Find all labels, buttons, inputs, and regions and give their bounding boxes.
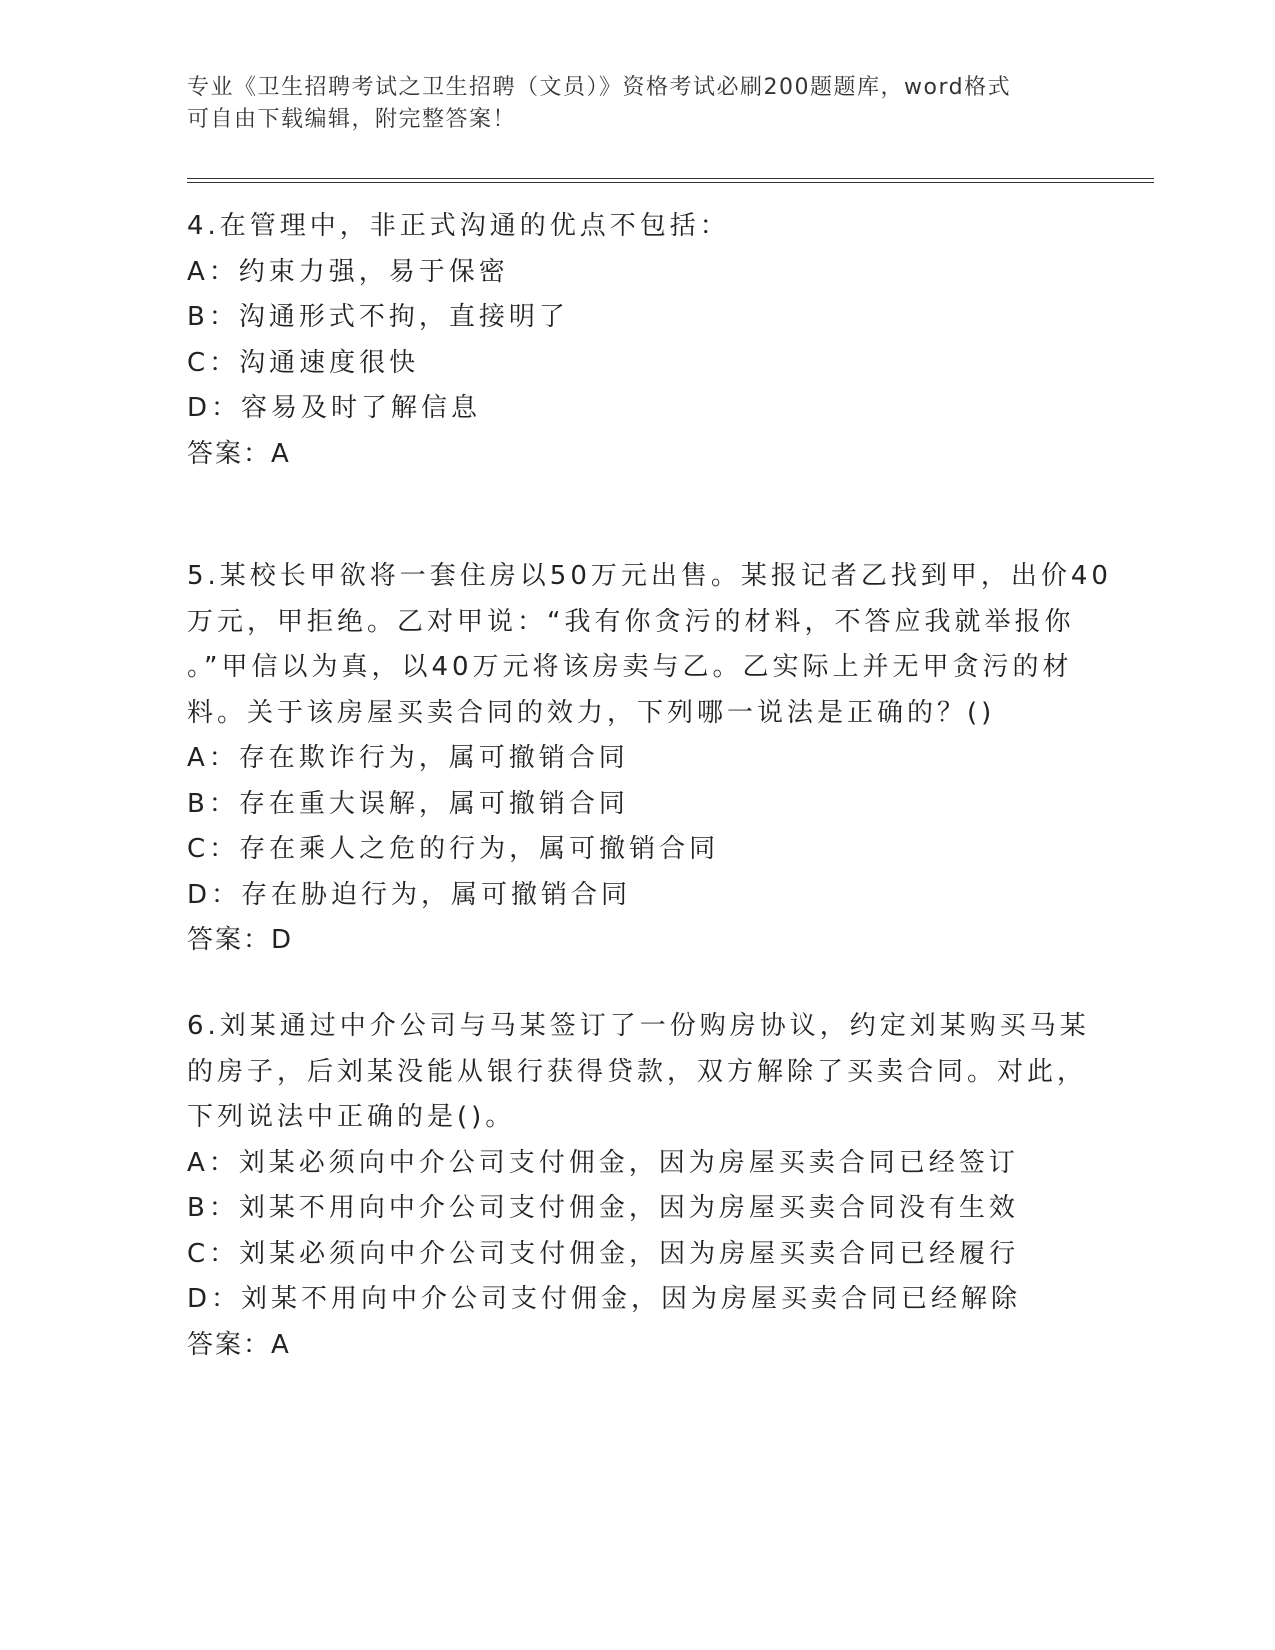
option-d: D：容易及时了解信息 [187,393,482,423]
question-text: 6.刘某通过中介公司与马某签订了一份购房协议，约定刘某购买马某 [187,1011,1090,1041]
option-b: B：刘某不用向中介公司支付佣金，因为房屋买卖合同没有生效 [187,1193,1019,1223]
option-d: D：存在胁迫行为，属可撤销合同 [187,879,632,910]
question-text: 下列说法中正确的是()。 [187,1102,516,1132]
header-divider-bottom [187,182,1154,183]
option-a: A：存在欺诈行为，属可撤销合同 [187,743,629,773]
document-header [187,72,1087,136]
option-a: A：约束力强，易于保密 [187,256,509,287]
option-c: C：存在乘人之危的行为，属可撤销合同 [187,834,720,864]
answer: 答案：A [187,438,291,469]
option-d: D：刘某不用向中介公司支付佣金，因为房屋买卖合同已经解除 [187,1284,1022,1314]
question-text: 料。关于该房屋买卖合同的效力，下列哪一说法是正确的？() [187,697,996,728]
option-b: B：存在重大误解，属可撤销合同 [187,788,629,819]
header-divider-top [187,178,1154,179]
answer: 答案：D [187,925,294,955]
question-4 [187,204,1087,477]
header-line-2: 可自由下载编辑，附完整答案！ [187,107,517,132]
option-c: C：沟通速度很快 [187,347,420,378]
option-a: A：刘某必须向中介公司支付佣金，因为房屋买卖合同已经签订 [187,1147,1019,1178]
answer: 答案：A [187,1329,291,1360]
question-text: 的房子，后刘某没能从银行获得贷款，双方解除了买卖合同。对此， [187,1056,1088,1087]
question-text: 。”甲信以为真，以40万元将该房卖与乙。乙实际上并无甲贪污的材 [187,652,1073,682]
option-b: B：沟通形式不拘，直接明了 [187,302,569,332]
question-text: 4.在管理中，非正式沟通的优点不包括： [187,211,730,241]
question-5 [187,554,1112,964]
question-6 [187,1004,1090,1368]
question-text: 5.某校长甲欲将一套住房以50万元出售。某报记者乙找到甲，出价40 [187,561,1112,591]
question-text: 万元，甲拒绝。乙对甲说：“我有你贪污的材料，不答应我就举报你 [187,606,1075,637]
header-line-1: 专业《卫生招聘考试之卫生招聘（文员）》资格考试必刷200题题库，word格式 [187,75,1012,100]
option-c: C：刘某必须向中介公司支付佣金，因为房屋买卖合同已经履行 [187,1238,1020,1269]
